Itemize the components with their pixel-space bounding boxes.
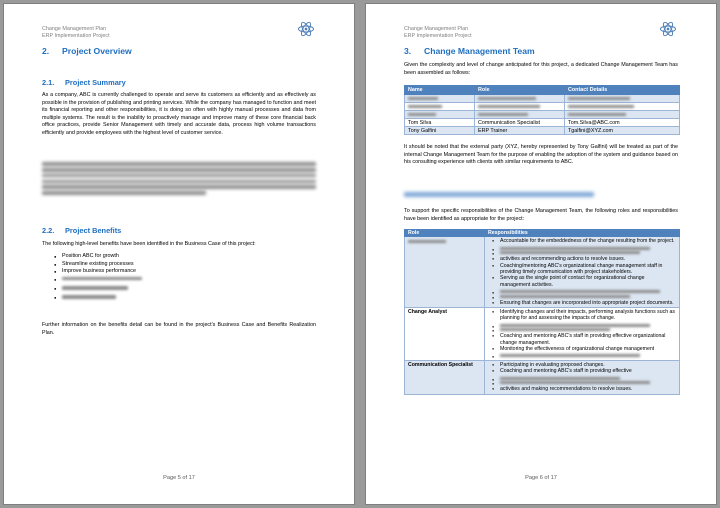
responsibilities-cell: [485, 237, 680, 308]
table-header-row: [405, 230, 680, 237]
atom-icon: [297, 20, 315, 38]
column-header: Responsibilities: [485, 230, 680, 237]
header-line-2: ERP Implementation Project: [404, 33, 472, 39]
benefits-intro: The following high-level benefits have been identified in the Business Case of this project:: [42, 241, 256, 247]
table-cell: Tom.Silva@ABC.com: [565, 119, 680, 127]
list-item: ● Accountable for the embeddedness of the change resulting from the project.: [500, 238, 676, 244]
list-item-blurred: [62, 276, 142, 285]
column-header: Contact Details: [565, 86, 680, 95]
table-row-blurred: [405, 111, 680, 119]
external-party-paragraph: It should be noted that the external party (XYZ, hereby represented by Tony Galfini) will be treated as part of the internal Change Management Team for the purpose of enabling the adoption of the system and guidance based on his consulting experience with clients with similar requirements to ABC.: [404, 144, 678, 166]
document-page-left: [3, 3, 355, 505]
subsection-number: 2.2.: [42, 226, 55, 235]
team-table: [404, 85, 680, 135]
subsection-title: Project Summary: [65, 78, 126, 87]
table-cell: Tony Galfini: [405, 127, 475, 135]
page-footer: Page 5 of 17: [163, 475, 195, 481]
list-item: ● Coaching/mentoring ABC's organizational change management staff in providing timely communication with project stakeholders.: [500, 263, 676, 276]
list-item: ● Position ABC for growth: [62, 253, 142, 261]
header-line-1: Change Management Plan: [404, 26, 469, 32]
list-item: ● Coaching and mentoring ABC's staff in providing effective organizational change management.: [500, 333, 676, 346]
table-row: [405, 361, 680, 395]
document-page-right: [365, 3, 717, 505]
subsection-heading: [42, 78, 126, 87]
list-item: ● Ensuring that changes are incorporated into appropriate project documents.: [500, 300, 676, 306]
list-item-blurred: [500, 381, 676, 384]
page-footer: Page 6 of 17: [525, 475, 557, 481]
list-item: ● activities and making recommendations to resolve issues.: [500, 386, 676, 392]
list-item: ● Coaching and mentoring ABC's staff in providing effective: [500, 368, 676, 374]
section-number: 3.: [404, 46, 412, 56]
table-cell: ERP Trainer: [475, 127, 565, 135]
section-number: 2.: [42, 46, 50, 56]
list-item: ● Streamline existing processes: [62, 261, 142, 269]
table-row: [405, 237, 680, 308]
list-item-blurred: [500, 377, 676, 380]
responsibilities-intro: To support the specific responsibilities of the Change Management Team, the following roles and responsibilities have been identified as appropriate for the project:: [404, 208, 678, 222]
list-item-blurred: [500, 354, 676, 357]
team-intro-paragraph: Given the complexity and level of change anticipated for this project, a dedicated Change Management Team has been assembled as follows:: [404, 62, 678, 76]
list-item-blurred: [500, 295, 676, 298]
role-cell: Change Analyst: [405, 308, 485, 361]
subsection-number: 2.1.: [42, 78, 55, 87]
atom-icon: [659, 20, 677, 38]
responsibilities-cell: [485, 361, 680, 395]
list-item: ● Improve business performance: [62, 268, 142, 276]
column-header: Role: [405, 230, 485, 237]
list-item: ● activities and recommending actions to resolve issues.: [500, 256, 676, 262]
table-row: [405, 119, 680, 127]
summary-paragraph: As a company, ABC is currently challenged to operate and serve its customers as efficiently and as effectively as possible in the provision of publishing and printing services. While the company has managed to function and meet its financial reporting and other responsibilities, it is doing so often with highly manual processes and data from multiple systems. The result is the inability to proactively manage and improve many of these core financial back office practices, provide Senior Management with timely and accurate data, process high volume transactions efficiently and provide employees with the highest level of customer service.: [42, 92, 316, 136]
list-item-blurred: [500, 328, 676, 331]
blurred-section-heading: [404, 190, 594, 199]
section-title: Change Management Team: [424, 46, 535, 56]
list-item-blurred: [62, 285, 142, 294]
table-row: [405, 127, 680, 135]
list-item-blurred: [62, 294, 142, 303]
role-cell: [405, 237, 485, 308]
role-cell: Communication Specialist: [405, 361, 485, 395]
page-header: [404, 26, 472, 40]
list-item: ● Identifying changes and their impacts, performing analysis functions such as planning for and assessing the impacts of change.: [500, 309, 676, 322]
header-line-1: Change Management Plan: [42, 26, 107, 32]
list-item-blurred: [500, 247, 676, 250]
column-header: Name: [405, 86, 475, 95]
table-header-row: [405, 86, 680, 95]
section-heading: [42, 46, 132, 56]
benefits-list: [62, 253, 142, 303]
benefits-footer-paragraph: Further information on the benefits detail can be found in the project's Business Case and Benefits Realization Plan.: [42, 322, 316, 336]
column-header: Role: [475, 86, 565, 95]
header-line-2: ERP Implementation Project: [42, 33, 110, 39]
list-item-blurred: [500, 324, 676, 327]
table-row: [405, 308, 680, 361]
list-item: ● Participating in evaluating proposed changes.: [500, 362, 676, 368]
list-item-blurred: [500, 251, 676, 254]
subsection-heading: [42, 226, 121, 235]
list-item: ● Serving as the single point of contact for organizational change management activities.: [500, 275, 676, 288]
table-cell: Tom Silva: [405, 119, 475, 127]
responsibilities-cell: [485, 308, 680, 361]
table-cell: Communication Specialist: [475, 119, 565, 127]
table-row-blurred: [405, 103, 680, 111]
responsibilities-table: [404, 229, 680, 395]
list-item: ● Monitoring the effectiveness of organizational change management: [500, 346, 676, 352]
page-header: [42, 26, 110, 40]
table-row-blurred: [405, 95, 680, 103]
subsection-title: Project Benefits: [65, 226, 122, 235]
table-cell: Tgalfini@XYZ.com: [565, 127, 680, 135]
blurred-paragraph: [42, 160, 316, 197]
section-heading: [404, 46, 535, 56]
list-item-blurred: [500, 290, 676, 293]
section-title: Project Overview: [62, 46, 132, 56]
